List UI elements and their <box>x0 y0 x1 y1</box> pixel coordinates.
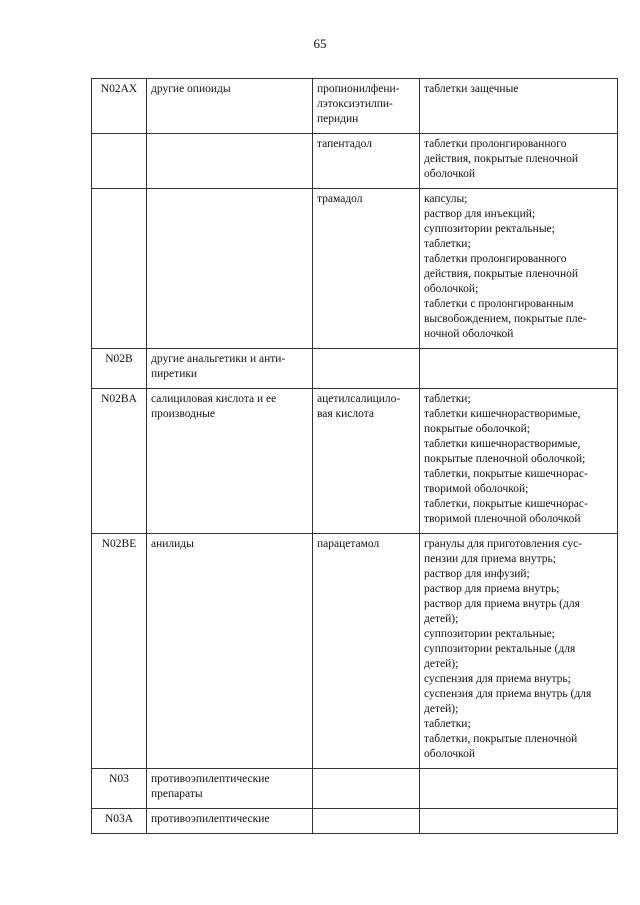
table-row <box>92 389 618 534</box>
group-cell: другие анальгетики и анти- пиретики <box>147 349 313 389</box>
atc-code-cell: N03A <box>92 809 147 834</box>
table-row <box>92 534 618 769</box>
table-row <box>92 349 618 389</box>
atc-code-cell: N02B <box>92 349 147 389</box>
drug-name-cell <box>313 349 420 389</box>
atc-code-cell <box>92 189 147 349</box>
atc-code-cell: N02BE <box>92 534 147 769</box>
table-row <box>92 79 618 134</box>
drug-name-cell <box>313 769 420 809</box>
dosage-forms-cell: гранулы для приготовления сус- пензии для приема внутрь; раствор для инфузий; раствор для приема внутрь; раствор для приема внутрь (для детей); суппозитории ректальные; суппозитории ректальные (для детей); суспензия для приема внутрь; суспензия для приема внутрь (для детей); таблетки; таблетки, покрытые пленочной оболочкой <box>420 534 618 769</box>
group-cell <box>147 189 313 349</box>
dosage-forms-cell: таблетки защечные <box>420 79 618 134</box>
dosage-forms-cell: капсулы; раствор для инъекций; суппозитории ректальные; таблетки; таблетки пролонгированного действия, покрытые пленочной оболочкой; таблетки с пролонгированным высвобождением, покрытые пле- ночной оболочкой <box>420 189 618 349</box>
drug-name-cell <box>313 809 420 834</box>
group-cell: противоэпилептические препараты <box>147 769 313 809</box>
table-row <box>92 769 618 809</box>
drug-name-cell: парацетамол <box>313 534 420 769</box>
dosage-forms-cell: таблетки пролонгированного действия, покрытые пленочной оболочкой <box>420 134 618 189</box>
atc-code-cell <box>92 134 147 189</box>
dosage-forms-cell <box>420 769 618 809</box>
drug-name-cell: тапентадол <box>313 134 420 189</box>
dosage-forms-cell <box>420 349 618 389</box>
table-row <box>92 134 618 189</box>
drug-table <box>91 78 618 834</box>
dosage-forms-cell <box>420 809 618 834</box>
dosage-forms-cell: таблетки; таблетки кишечнорастворимые, покрытые оболочкой; таблетки кишечнорастворимые, покрытые пленочной оболочкой; таблетки, покрытые кишечнорас- творимой оболочкой; таблетки, покрытые кишечнорас- творимой пленочной оболочкой <box>420 389 618 534</box>
group-cell: анилиды <box>147 534 313 769</box>
group-cell <box>147 134 313 189</box>
drug-name-cell: ацетилсалицило- вая кислота <box>313 389 420 534</box>
group-cell: другие опиоиды <box>147 79 313 134</box>
table-row <box>92 189 618 349</box>
atc-code-cell: N02BA <box>92 389 147 534</box>
table-row <box>92 809 618 834</box>
atc-code-cell: N02AX <box>92 79 147 134</box>
page-number: 65 <box>313 36 327 51</box>
atc-code-cell: N03 <box>92 769 147 809</box>
group-cell: противоэпилептические <box>147 809 313 834</box>
drug-name-cell: трамадол <box>313 189 420 349</box>
group-cell: салициловая кислота и ее производные <box>147 389 313 534</box>
drug-name-cell: пропионилфени- лэтоксиэтилпи- перидин <box>313 79 420 134</box>
